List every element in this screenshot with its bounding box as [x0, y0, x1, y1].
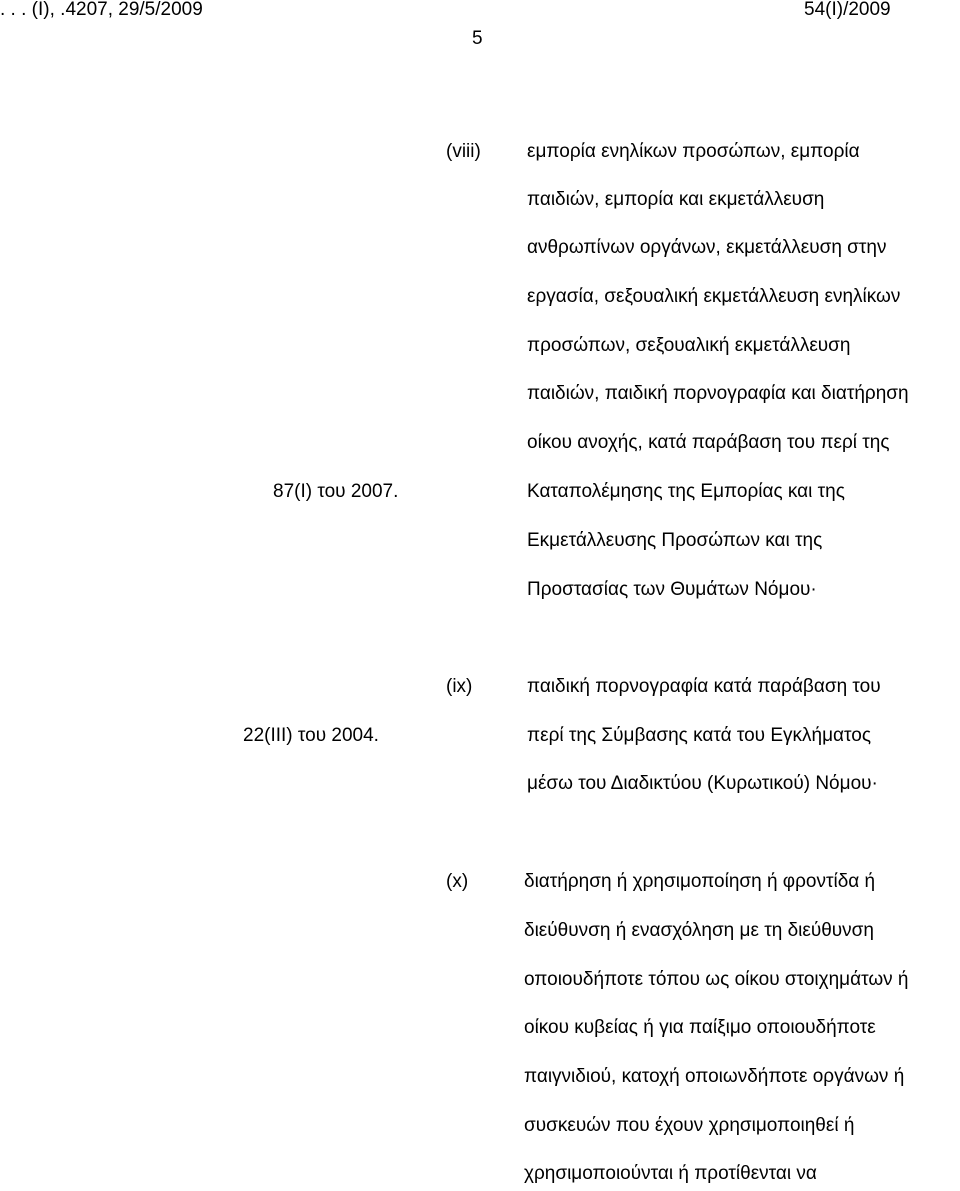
item-viii-line: παιδιών, παιδική πορνογραφία και διατήρηση [527, 383, 909, 404]
item-ix-line: μέσω του Διαδικτύου (Κυρωτικού) Νόμου· [527, 773, 878, 794]
item-x-line: διεύθυνση ή ενασχόληση με τη διεύθυνση [524, 920, 874, 941]
item-label-viii: (viii) [446, 141, 481, 162]
item-viii-line: Εκμετάλλευσης Προσώπων και της [527, 530, 823, 551]
item-x-line: συσκευών που έχουν χρησιμοποιηθεί ή [524, 1115, 855, 1136]
item-viii-line: προσώπων, σεξουαλική εκμετάλλευση [527, 335, 851, 356]
item-viii-line: εργασία, σεξουαλική εκμετάλλευση ενηλίκων [527, 286, 901, 307]
item-viii-line: Καταπολέμησης της Εμπορίας και της [527, 481, 845, 502]
item-label-ix: (ix) [446, 676, 473, 697]
item-viii-line: οίκου ανοχής, κατά παράβαση του περί της [527, 432, 890, 453]
item-ix-line: περί της Σύμβασης κατά του Εγκλήματος [527, 725, 871, 746]
item-x-line: οίκου κυβείας ή για παίξιμο οποιουδήποτε [524, 1017, 876, 1038]
item-viii-line: παιδιών, εμπορία και εκμετάλλευση [527, 189, 825, 210]
page-number: 5 [472, 28, 483, 49]
header-right: 54(Ι)/2009 [804, 0, 891, 20]
margin-reference-87-2007: 87(Ι) του 2007. [273, 481, 399, 502]
item-x-line: οποιουδήποτε τόπου ως οίκου στοιχημάτων ή [524, 969, 909, 990]
item-viii-line: εμπορία ενηλίκων προσώπων, εμπορία [527, 141, 860, 162]
item-viii-line: ανθρωπίνων οργάνων, εκμετάλλευση στην [527, 237, 887, 258]
item-viii-line: Προστασίας των Θυμάτων Νόμου· [527, 579, 817, 600]
margin-reference-22-2004: 22(ΙΙΙ) του 2004. [243, 725, 379, 746]
item-x-line: παιγνιδιού, κατοχή οποιωνδήποτε οργάνων ή [524, 1066, 905, 1087]
item-x-line: χρησιμοποιούνται ή προτίθενται να [524, 1163, 817, 1184]
item-x-line: διατήρηση ή χρησιμοποίηση ή φροντίδα ή [524, 871, 876, 892]
item-label-x: (x) [446, 871, 469, 892]
header-left: . . . (Ι), .4207, 29/5/2009 [0, 0, 203, 20]
item-ix-line: παιδική πορνογραφία κατά παράβαση του [527, 676, 881, 697]
